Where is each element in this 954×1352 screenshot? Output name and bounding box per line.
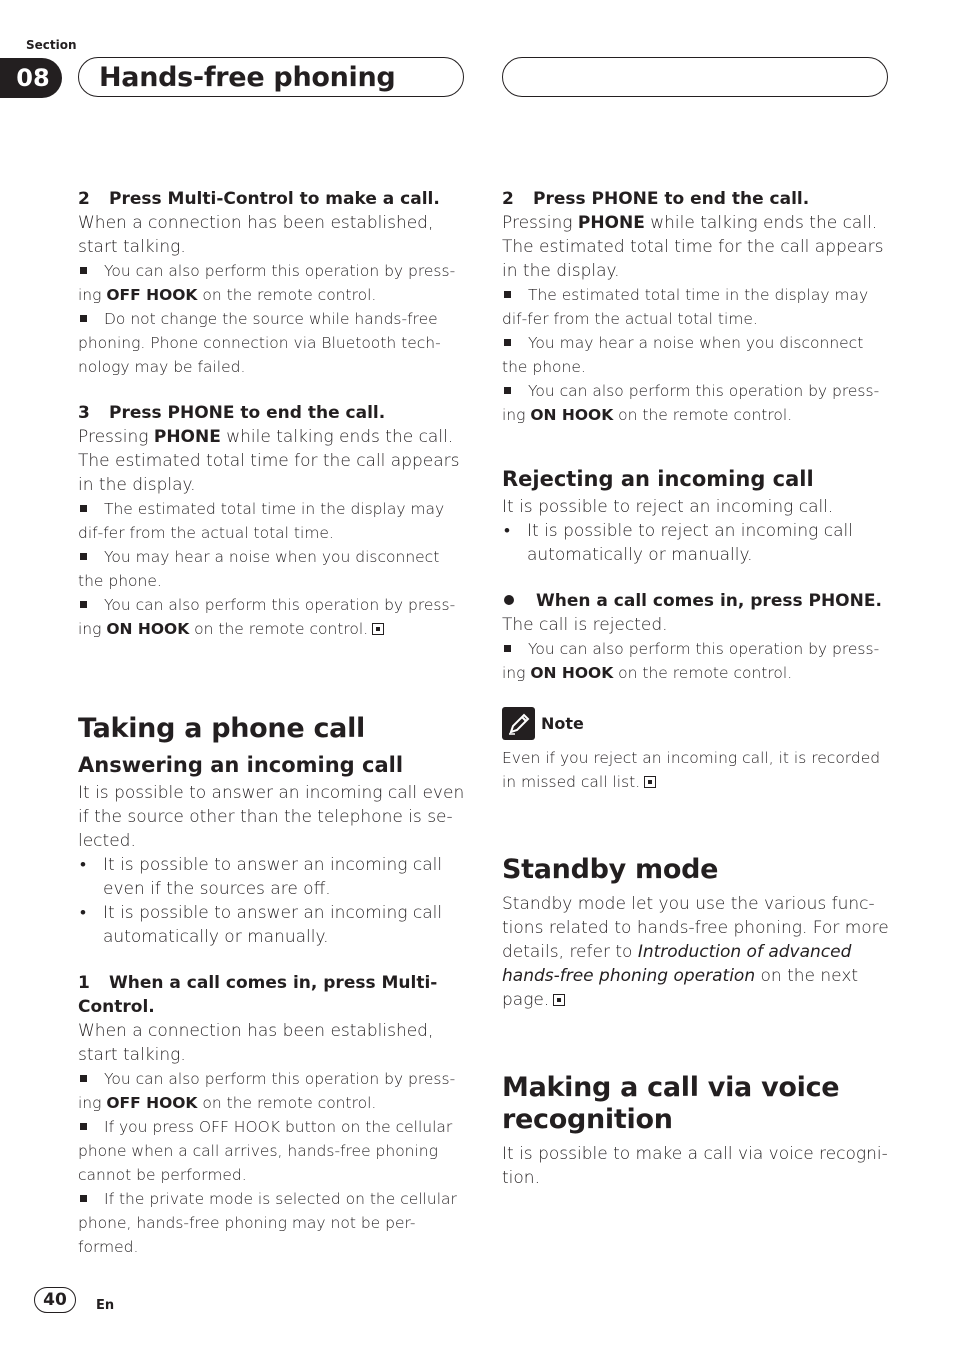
step-title: Press PHONE to end the call. xyxy=(533,189,810,209)
step-text: When a connection has been established, start talking. xyxy=(78,1021,434,1065)
note-item: You can also perform this operation by press-ing ON HOOK on the remote control. xyxy=(78,596,456,638)
step-title: Press Multi-Control to make a call. xyxy=(109,189,440,209)
square-bullet-icon xyxy=(80,1195,87,1202)
end-mark-icon xyxy=(372,623,384,635)
square-bullet-icon xyxy=(80,505,87,512)
step-heading xyxy=(78,187,468,211)
paragraph: Standby mode let you use the various func-tions related to hands-free phoning. For more details, refer to Introduction of advanced hands-free phoning operation on the next page. xyxy=(502,894,889,1010)
right-column xyxy=(502,187,892,1190)
language-label: En xyxy=(96,1298,115,1313)
step-text: When a connection has been established, start talking. xyxy=(78,213,434,257)
section-number-badge: 08 xyxy=(0,58,62,98)
step-text: The call is rejected. xyxy=(502,615,668,635)
step-text: Pressing PHONE while talking ends the call. The estimated total time for the call appears in the display. xyxy=(502,213,884,281)
step-number: 1 xyxy=(78,973,90,993)
square-bullet-icon xyxy=(504,387,511,394)
end-mark-icon xyxy=(644,776,656,788)
step-title: When a call comes in, press Multi-Control. xyxy=(78,973,438,1017)
empty-title-box xyxy=(502,57,888,97)
square-bullet-icon xyxy=(80,315,87,322)
note-item: If you press OFF HOOK button on the cellular phone when a call arrives, hands-free phoning cannot be performed. xyxy=(78,1118,453,1184)
section-label: Section xyxy=(26,38,77,52)
step-text: Pressing PHONE while talking ends the call. The estimated total time for the call appears in the display. xyxy=(78,427,460,495)
note-item: Do not change the source while hands-free phoning. Phone connection via Bluetooth tech-nology may be failed. xyxy=(78,310,441,376)
paragraph: It is possible to make a call via voice recogni-tion. xyxy=(502,1144,888,1188)
round-bullet-icon xyxy=(504,595,514,605)
note-label: Note xyxy=(541,714,584,733)
list-item: • It is possible to reject an incoming call automatically or manually. xyxy=(502,519,892,567)
square-bullet-icon xyxy=(80,601,87,608)
page-number: 40 xyxy=(34,1287,76,1313)
note-item: You can also perform this operation by press-ing OFF HOOK on the remote control. xyxy=(78,262,456,304)
subsection-heading: Answering an incoming call xyxy=(78,753,404,777)
note-text: Even if you reject an incoming call, it is recorded in missed call list. xyxy=(502,749,881,791)
note-item: The estimated total time in the display may dif-fer from the actual total time. xyxy=(78,500,445,542)
subsection-heading: Rejecting an incoming call xyxy=(502,467,814,491)
square-bullet-icon xyxy=(80,1123,87,1130)
section-heading: Taking a phone call xyxy=(78,713,366,744)
square-bullet-icon xyxy=(504,339,511,346)
step-number: 2 xyxy=(502,189,514,209)
page-title: Hands-free phoning xyxy=(78,57,464,97)
square-bullet-icon xyxy=(504,645,511,652)
note-item: You can also perform this operation by press-ing ON HOOK on the remote control. xyxy=(502,382,880,424)
paragraph: It is possible to reject an incoming call. xyxy=(502,497,834,517)
note-item: You may hear a noise when you disconnect the phone. xyxy=(78,548,440,590)
list-item: • It is possible to answer an incoming call even if the sources are off. xyxy=(78,853,468,901)
note-item: You can also perform this operation by press-ing OFF HOOK on the remote control. xyxy=(78,1070,456,1112)
step-number: 3 xyxy=(78,403,90,423)
section-heading: Making a call via voice recognition xyxy=(502,1072,840,1135)
pencil-icon xyxy=(502,707,535,740)
note-item: If the private mode is selected on the cellular phone, hands-free phoning may not be per-formed. xyxy=(78,1190,457,1256)
square-bullet-icon xyxy=(80,553,87,560)
square-bullet-icon xyxy=(80,267,87,274)
step-heading xyxy=(78,971,468,1019)
note-header xyxy=(502,707,892,740)
step-title: When a call comes in, press PHONE. xyxy=(536,591,882,611)
left-column xyxy=(78,187,468,1259)
paragraph: It is possible to answer an incoming call even if the source other than the telephone is se-lected. xyxy=(78,783,465,851)
step-heading xyxy=(78,401,468,425)
square-bullet-icon xyxy=(80,1075,87,1082)
step-number: 2 xyxy=(78,189,90,209)
list-item: • It is possible to answer an incoming call automatically or manually. xyxy=(78,901,468,949)
section-heading: Standby mode xyxy=(502,854,719,885)
note-item: You may hear a noise when you disconnect the phone. xyxy=(502,334,864,376)
step-title: Press PHONE to end the call. xyxy=(109,403,386,423)
note-item: You can also perform this operation by press-ing ON HOOK on the remote control. xyxy=(502,640,880,682)
square-bullet-icon xyxy=(504,291,511,298)
step-heading xyxy=(502,589,892,613)
end-mark-icon xyxy=(553,994,565,1006)
step-heading xyxy=(502,187,892,211)
note-item: The estimated total time in the display may dif-fer from the actual total time. xyxy=(502,286,869,328)
